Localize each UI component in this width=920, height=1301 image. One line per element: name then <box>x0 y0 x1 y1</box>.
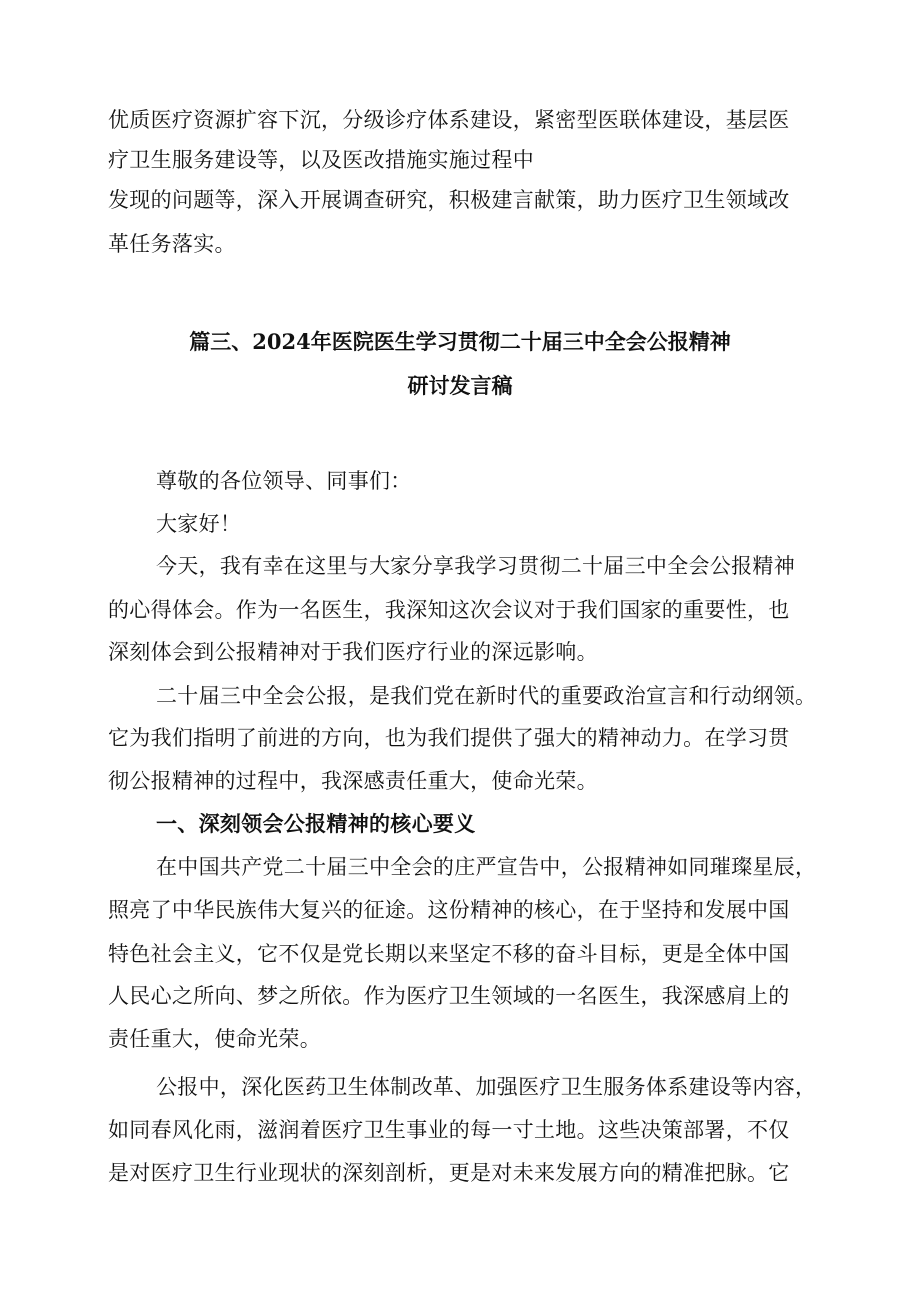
para2-line-3: 彻公报精神的过程中，我深感责任重大，使命光荣。 <box>108 769 598 793</box>
para2-line-2: 它为我们指明了前进的方向，也为我们提供了强大的精神动力。在学习贯 <box>108 726 790 750</box>
intro-line-4: 革任务落实。 <box>108 232 236 256</box>
para3-line-3: 特色社会主义，它不仅是党长期以来坚定不移的奋斗目标，更是全体中国 <box>108 942 790 966</box>
intro-line-1: 优质医疗资源扩容下沉，分级诊疗体系建设，紧密型医联体建设，基层医 <box>108 108 790 132</box>
para4-line-1: 公报中，深化医药卫生体制改革、加强医疗卫生服务体系建设等内容， <box>156 1075 817 1099</box>
para1-line-3: 深刻体会到公报精神对于我们医疗行业的深远影响。 <box>108 640 598 664</box>
para2-line-1: 二十届三中全会公报，是我们党在新时代的重要政治宣言和行动纲领。 <box>156 684 817 708</box>
intro-line-2: 疗卫生服务建设等，以及医改措施实施过程中 <box>108 148 534 172</box>
para1-line-1: 今天，我有幸在这里与大家分享我学习贯彻二十届三中全会公报精神 <box>156 554 795 578</box>
para4-line-2: 如同春风化雨，滋润着医疗卫生事业的每一寸土地。这些决策部署，不仅 <box>108 1118 790 1142</box>
section-title-line-2: 研讨发言稿 <box>407 373 513 398</box>
section-title-line-1: 篇三、2024年医院医生学习贯彻二十届三中全会公报精神 <box>189 329 731 354</box>
section1-heading: 一、深刻领会公报精神的核心要义 <box>156 811 476 836</box>
para3-line-1: 在中国共产党二十届三中全会的庄严宣告中，公报精神如同璀璨星辰， <box>156 855 817 879</box>
para3-line-5: 责任重大，使命光荣。 <box>108 1027 321 1051</box>
hello-line: 大家好！ <box>156 512 242 536</box>
greeting: 尊敬的各位领导、同事们： <box>156 469 412 493</box>
para3-line-2: 照亮了中华民族伟大复兴的征途。这份精神的核心，在于坚持和发展中国 <box>108 898 790 922</box>
intro-line-3: 发现的问题等，深入开展调查研究，积极建言献策，助力医疗卫生领域改 <box>108 188 790 212</box>
para4-line-3: 是对医疗卫生行业现状的深刻剖析，更是对未来发展方向的精准把脉。它 <box>108 1161 790 1185</box>
para3-line-4: 人民心之所向、梦之所依。作为医疗卫生领域的一名医生，我深感肩上的 <box>108 984 790 1008</box>
para1-line-2: 的心得体会。作为一名医生，我深知这次会议对于我们国家的重要性，也 <box>108 598 790 622</box>
